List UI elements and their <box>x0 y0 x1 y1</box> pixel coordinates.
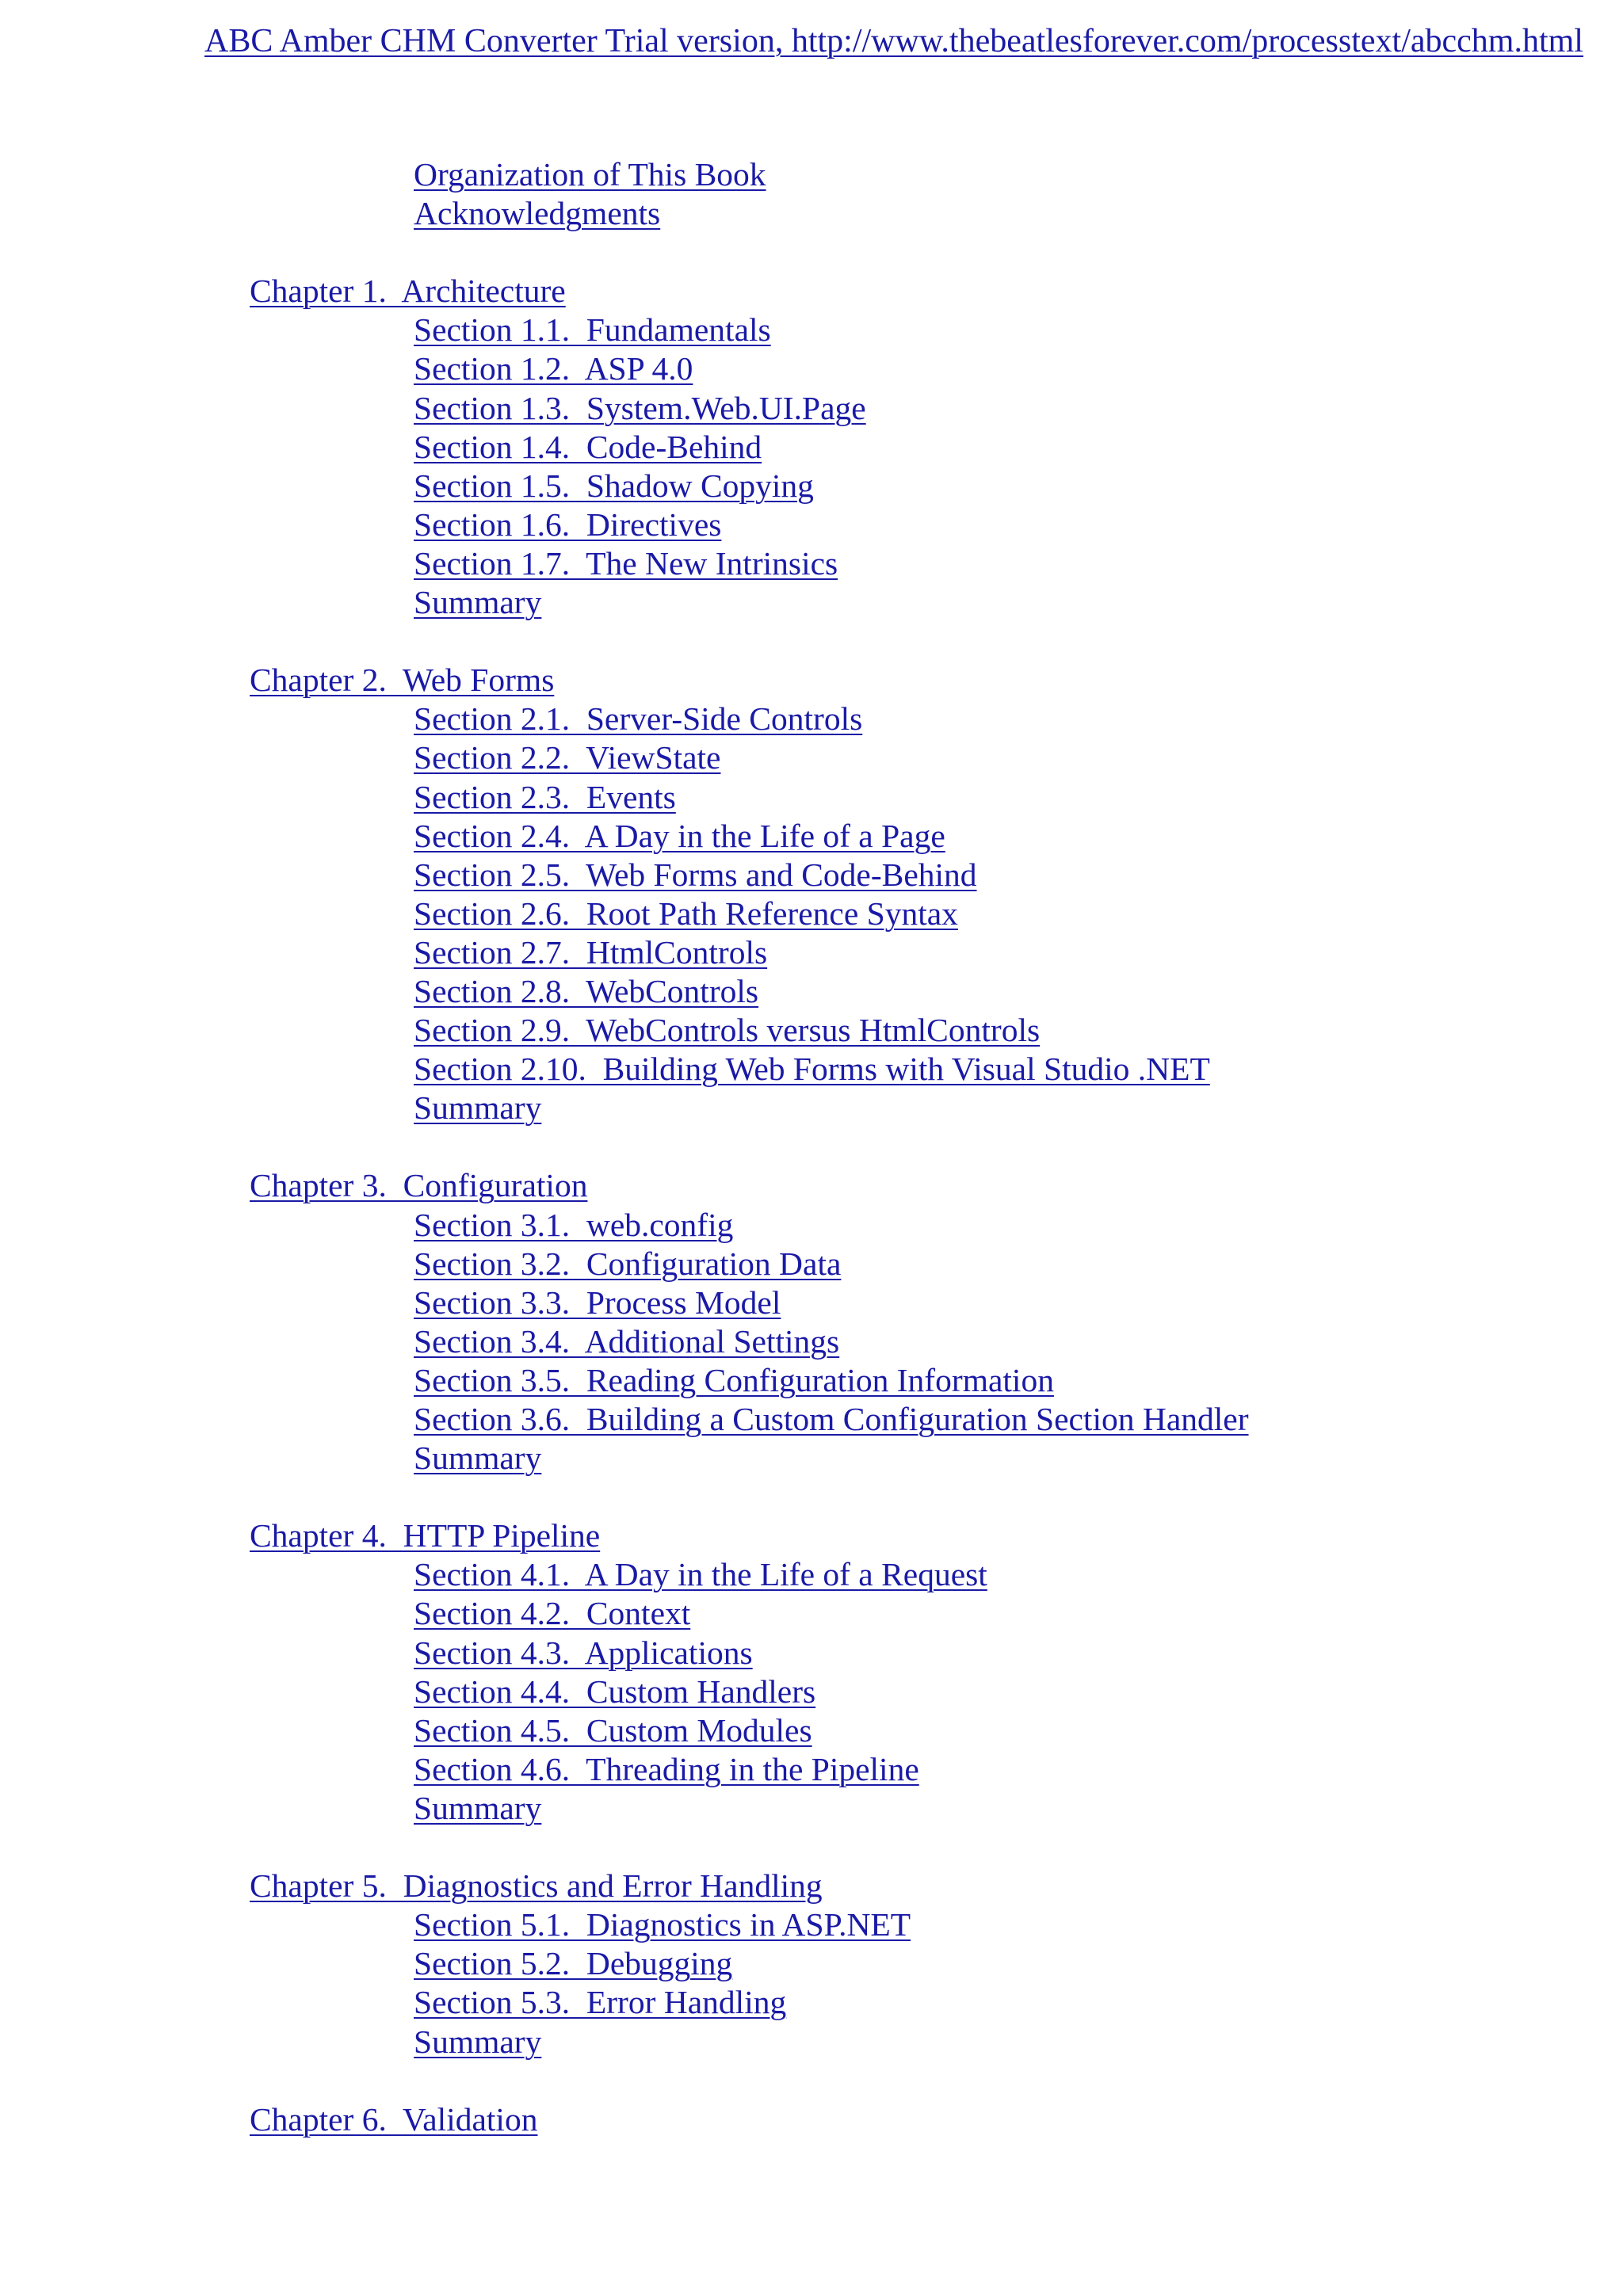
toc-section-row <box>0 1789 1623 1828</box>
toc-section-link[interactable]: Section 3.4. Additional Settings <box>414 1322 840 1360</box>
toc-section-link[interactable]: Section 4.3. Applications <box>414 1634 753 1671</box>
toc-spacer <box>0 1478 1623 1516</box>
toc-chapter-row <box>0 272 1623 311</box>
toc-section-row <box>0 817 1623 856</box>
toc-section-link[interactable]: Acknowledgments <box>414 195 661 232</box>
toc-section-link[interactable]: Section 1.5. Shadow Copying <box>414 467 814 504</box>
toc-section-row <box>0 1050 1623 1089</box>
toc-section-link[interactable]: Section 3.5. Reading Configuration Information <box>414 1361 1054 1398</box>
toc-spacer <box>0 622 1623 661</box>
toc-section-link[interactable]: Summary <box>414 1440 542 1477</box>
toc-section-row <box>0 2023 1623 2061</box>
toc-section-row <box>0 1750 1623 1789</box>
toc-section-link[interactable]: Section 1.4. Code-Behind <box>414 428 762 465</box>
toc-section-link[interactable]: Section 3.1. web.config <box>414 1206 734 1243</box>
toc-section-row <box>0 738 1623 777</box>
toc-section-row <box>0 972 1623 1011</box>
toc-section-row <box>0 1245 1623 1283</box>
toc-section-row <box>0 311 1623 349</box>
toc-section-link[interactable]: Section 2.7. HtmlControls <box>414 933 768 971</box>
toc-section-row <box>0 1089 1623 1127</box>
toc-section-row <box>0 1400 1623 1439</box>
toc-section-link[interactable]: Section 2.5. Web Forms and Code-Behind <box>414 856 977 893</box>
toc-section-link[interactable]: Section 4.1. A Day in the Life of a Request <box>414 1556 987 1593</box>
toc-spacer <box>0 1127 1623 1166</box>
toc-section-row <box>0 856 1623 894</box>
toc-section-row <box>0 1905 1623 1944</box>
toc-section-row <box>0 1439 1623 1478</box>
toc-section-row <box>0 1634 1623 1672</box>
toc-section-link[interactable]: Section 3.6. Building a Custom Configuration Section Handler <box>414 1401 1249 1437</box>
toc-section-link[interactable]: Section 1.7. The New Intrinsics <box>414 544 838 582</box>
toc-section-link[interactable]: Section 2.6. Root Path Reference Syntax <box>414 894 958 932</box>
toc-chapter-row <box>0 661 1623 700</box>
toc-section-link[interactable]: Section 2.8. WebControls <box>414 972 759 1009</box>
toc-chapter-row <box>0 2100 1623 2139</box>
toc-section-link[interactable]: Section 3.2. Configuration Data <box>414 1245 842 1282</box>
toc-section-link[interactable]: Section 4.5. Custom Modules <box>414 1711 812 1749</box>
toc-section-link[interactable]: Section 1.2. ASP 4.0 <box>414 350 693 387</box>
toc-section-row <box>0 1011 1623 1050</box>
toc-section-link[interactable]: Section 2.3. Events <box>414 778 676 815</box>
toc-chapter-link[interactable]: Chapter 6. Validation <box>250 2100 538 2138</box>
toc-section-row <box>0 1361 1623 1400</box>
toc-section-link[interactable]: Section 4.2. Context <box>414 1595 691 1632</box>
toc-section-row <box>0 1206 1623 1245</box>
toc-section-row <box>0 194 1623 233</box>
toc-section-link[interactable]: Section 5.2. Debugging <box>414 1945 733 1982</box>
toc-section-link[interactable]: Summary <box>414 584 542 621</box>
toc-section-link[interactable]: Section 1.3. System.Web.UI.Page <box>414 389 866 426</box>
toc-section-link[interactable]: Section 2.9. WebControls versus HtmlControls <box>414 1012 1041 1049</box>
toc-section-row <box>0 428 1623 467</box>
toc-section-row <box>0 700 1623 738</box>
toc-section-row <box>0 155 1623 194</box>
converter-trial-link[interactable]: ABC Amber CHM Converter Trial version, http://www.thebeatlesforever.com/processtext/abcchm.html <box>204 23 1583 59</box>
toc-section-row <box>0 544 1623 583</box>
toc-chapter-row <box>0 1516 1623 1555</box>
toc-spacer <box>0 233 1623 272</box>
table-of-contents <box>0 155 1623 2139</box>
toc-section-link[interactable]: Section 2.1. Server-Side Controls <box>414 700 863 738</box>
toc-section-link[interactable]: Section 4.6. Threading in the Pipeline <box>414 1750 919 1787</box>
toc-chapter-row <box>0 1867 1623 1905</box>
toc-section-row <box>0 933 1623 972</box>
toc-section-row <box>0 1555 1623 1594</box>
toc-section-row <box>0 1983 1623 2022</box>
toc-section-row <box>0 1672 1623 1711</box>
toc-section-row <box>0 1283 1623 1322</box>
toc-section-link[interactable]: Section 1.6. Directives <box>414 505 722 543</box>
toc-section-link[interactable]: Section 4.4. Custom Handlers <box>414 1672 816 1710</box>
toc-spacer <box>0 2061 1623 2100</box>
toc-section-row <box>0 1944 1623 1983</box>
toc-section-row <box>0 583 1623 622</box>
toc-chapter-link[interactable]: Chapter 1. Architecture <box>250 273 566 310</box>
toc-chapter-link[interactable]: Chapter 5. Diagnostics and Error Handling <box>250 1867 823 1905</box>
toc-chapter-link[interactable]: Chapter 2. Web Forms <box>250 662 555 699</box>
toc-section-row <box>0 1594 1623 1633</box>
toc-section-link[interactable]: Section 5.3. Error Handling <box>414 1984 787 2021</box>
toc-chapter-link[interactable]: Chapter 4. HTTP Pipeline <box>250 1517 601 1554</box>
toc-section-link[interactable]: Summary <box>414 1089 542 1127</box>
toc-section-link[interactable]: Section 1.1. Fundamentals <box>414 311 771 349</box>
toc-section-link[interactable]: Summary <box>414 1789 542 1826</box>
toc-section-link[interactable]: Section 2.10. Building Web Forms with Visual Studio .NET <box>414 1051 1210 1088</box>
toc-section-row <box>0 1711 1623 1750</box>
toc-section-link[interactable]: Section 3.3. Process Model <box>414 1283 781 1321</box>
toc-section-row <box>0 349 1623 388</box>
toc-section-row <box>0 1322 1623 1361</box>
toc-chapter-row <box>0 1166 1623 1205</box>
toc-section-row <box>0 778 1623 817</box>
toc-section-row <box>0 894 1623 933</box>
toc-section-link[interactable]: Section 2.2. ViewState <box>414 739 721 776</box>
toc-section-link[interactable]: Section 2.4. A Day in the Life of a Page <box>414 817 945 854</box>
toc-chapter-link[interactable]: Chapter 3. Configuration <box>250 1167 588 1204</box>
toc-section-row <box>0 467 1623 505</box>
toc-section-link[interactable]: Section 5.1. Diagnostics in ASP.NET <box>414 1906 911 1943</box>
toc-section-row <box>0 505 1623 544</box>
toc-section-link[interactable]: Organization of This Book <box>414 156 766 193</box>
toc-spacer <box>0 1828 1623 1867</box>
toc-section-row <box>0 389 1623 428</box>
toc-section-link[interactable]: Summary <box>414 2023 542 2060</box>
